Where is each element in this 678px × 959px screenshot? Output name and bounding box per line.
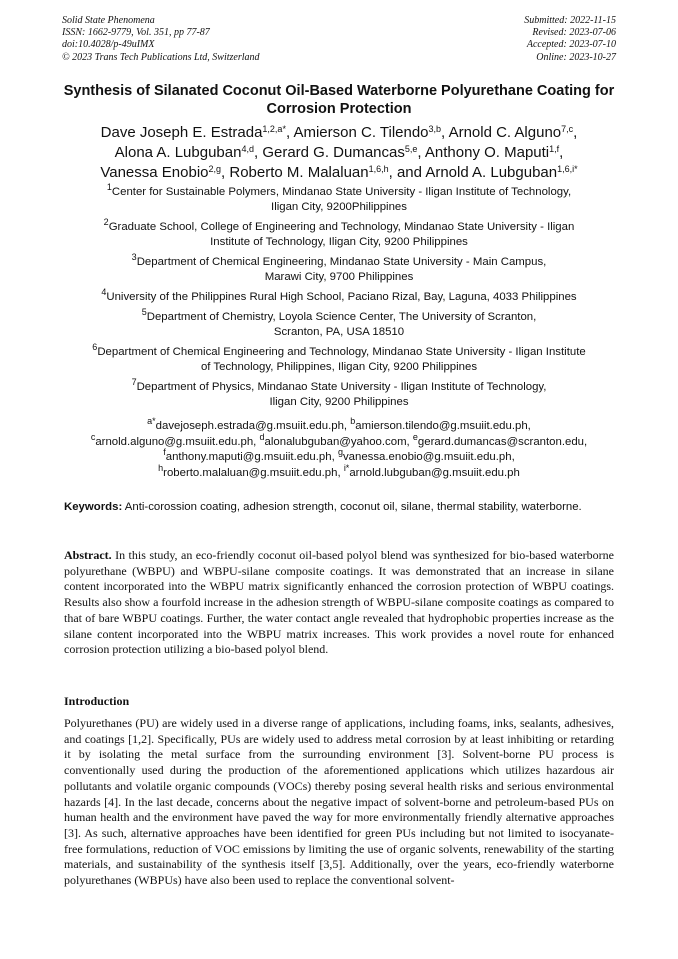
author-emails — [56, 416, 622, 481]
email-line: $^{a*}$davejoseph.estrada@g.msuiit.edu.ph, $^b$amierson.tilendo@g.msuiit.edu.ph, — [147, 416, 531, 432]
author: Vanessa Enobio$^{2,g}$ — [100, 164, 222, 181]
affiliation-2: $^2$Graduate School, College of Engineering and Technology, Mindanao State University - Iligan Institute of Technology, Iligan City, 9200 Philippines — [103, 217, 575, 248]
email-line: $^f$anthony.maputi@g.msuiit.edu.ph, $^g$vanessa.enobio@g.msuiit.edu.ph, — [163, 447, 515, 463]
author: Gerard G. Dumancas$^{5,e}$ — [262, 144, 418, 161]
keywords-section — [64, 500, 614, 516]
email-link[interactable]: davejoseph.estrada@g.msuiit.edu.ph, — [155, 420, 348, 432]
email-link[interactable]: vanessa.enobio@g.msuiit.edu.ph, — [342, 451, 515, 463]
author: Alona A. Lubguban$^{4,d}$ — [114, 144, 254, 161]
keywords-label: Keywords: — [64, 501, 123, 513]
journal-info — [62, 15, 260, 64]
abstract-section — [64, 548, 614, 658]
doi-line: doi:10.4028/p-49uIMX — [62, 39, 155, 51]
author: Dave Joseph E. Estrada$^{1,2,a*}$ — [100, 124, 286, 141]
email-link[interactable]: arnold.alguno@g.msuiit.edu.ph, — [95, 435, 257, 448]
affiliation-4: $^4$University of the Philippines Rural High School, Paciano Rizal, Bay, Laguna, 4033 Philippines — [101, 287, 577, 303]
introduction-heading: Introduction — [64, 694, 130, 708]
submitted-date: Submitted: 2022-11-15 — [524, 15, 616, 26]
accepted-date: Accepted: 2023-07-10 — [526, 39, 616, 51]
copyright-line: © 2023 Trans Tech Publications Ltd, Switzerland — [62, 51, 260, 63]
email-link[interactable]: gerard.dumancas@scranton.edu, — [417, 435, 588, 448]
abstract-label: Abstract. — [64, 548, 112, 562]
author: Amierson C. Tilendo$^{3,b}$ — [293, 124, 442, 141]
affiliations — [56, 182, 622, 415]
author-list: Dave Joseph E. Estrada$^{1,2,a*}$, Amierson C. Tilendo$^{3,b}$, Arnold C. Alguno$^{7,c}$, Alona A. Lubguban$^{4,d}$, Gerard G. Dumancas$^{5,e}$, Anthony O. Maputi$^{1,f}$, Vanessa Enobio$^{2,g}$, Roberto M. Malaluan$^{1,6,h}$, and Arnold A. Lubguban$^{1,6,i*}$ — [100, 124, 578, 181]
affiliation-1: $^1$Center for Sustainable Polymers, Mindanao State University - Iligan Institute of Technology, Iligan City, 9200Philippines — [106, 182, 572, 213]
abstract-text: In this study, an eco-friendly coconut oil-based polyol blend was synthesized for bio-based waterborne polyurethane (WBPU) and WBPU-silane composite coatings. It was demonstrated that an increase in silane content incorporated into the WBPU matrix significantly enhanced the corrosion protection of WBPU coatings. Results also show a fourfold increase in the adhesion strength of WBPU-silane composite coatings as compared to that of bare WBPU coatings. Further, the water contact angle revealed that hydrophobic properties increase as the silane content incorporated into the WBPU matrix increases. This work provides a novel route for enhanced corrosion protection utilizing a bio-based polyol blend. — [64, 548, 614, 657]
email-line: $^h$roberto.malaluan@g.msuiit.edu.ph, $^{i*}$arnold.lubguban@g.msuiit.edu.ph — [158, 462, 520, 479]
online-date: Online: 2023-10-27 — [536, 51, 616, 63]
email-link[interactable]: alonalubguban@yahoo.com, — [264, 435, 410, 448]
author: Arnold A. Lubguban$^{1,6,i*}$ — [425, 164, 578, 181]
author: Roberto M. Malaluan$^{1,6,h}$ — [229, 164, 389, 181]
email-link[interactable]: amierson.tilendo@g.msuiit.edu.ph, — [355, 420, 531, 432]
author: Arnold C. Alguno$^{7,c}$ — [448, 124, 574, 141]
revised-date: Revised: 2023-07-06 — [532, 27, 616, 39]
journal-name: Solid State Phenomena — [62, 15, 155, 26]
email-line: $^c$arnold.alguno@g.msuiit.edu.ph, $^d$alonalubguban@yahoo.com, $^e$gerard.dumancas@scranton.edu, — [90, 431, 588, 448]
journal-header — [62, 15, 616, 64]
affiliation-7: $^7$Department of Physics, Mindanao State University - Iligan Institute of Technology, Iligan City, 9200 Philippines — [131, 377, 547, 408]
email-link[interactable]: anthony.maputi@g.msuiit.edu.ph, — [165, 451, 335, 463]
affiliation-5: $^5$Department of Chemistry, Loyola Science Center, The University of Scranton, Scranton, PA, USA 18510 — [141, 307, 537, 338]
paper-title: Synthesis of Silanated Coconut Oil-Based Waterborne Polyurethane Coating for Corrosion Protection — [63, 83, 615, 117]
author: Anthony O. Maputi$^{1,f}$ — [424, 144, 560, 161]
affiliation-3: $^3$Department of Chemical Engineering, Mindanao State University - Main Campus, Marawi City, 9700 Philippines — [131, 252, 547, 283]
publication-dates — [524, 15, 616, 64]
email-link[interactable]: arnold.lubguban@g.msuiit.edu.ph — [349, 466, 520, 479]
keywords-text: Anti-corossion coating, adhesion strength, coconut oil, silane, thermal stability, waterborne. — [124, 501, 582, 513]
introduction-text: Polyurethanes (PU) are widely used in a diverse range of applications, including foams, inks, sealants, adhesives, and coatings [1,2]. Specifically, PUs are widely used to address metal corrosion by at least inhibiting or retarding it by isolating the metal surface from the surrounding environment [3]. Solvent-borne PU process is conventionally used during the production of the aforementioned applications which utilizes hazardous air pollutants and volatile organic compounds (VOCs) thereby posing several health risks and serious environmental hazards [4]. In the last decade, concerns about the negative impact of solvent-borne and petroleum-based PUs on human health and the environment have paved the way for more environmentally friendly alternative approaches [3]. As such, alternative approaches have been identified for green PUs including but not limited to isocyanate-free formulations, reduction of VOC emissions by limiting the use of organic solvents, renewability of the starting materials, and sustainability of the synthesis itself [3,5]. Additionally, over the years, eco-friendly waterborne polyurethanes (WBPUs) have also been used to replace the conventional solvent- — [64, 716, 614, 888]
affiliation-6: $^6$Department of Chemical Engineering and Technology, Mindanao State University - Iligan Institute of Technology, Philippines, Iligan City, 9200 Philippines — [92, 342, 586, 373]
email-link[interactable]: roberto.malaluan@g.msuiit.edu.ph, — [163, 466, 341, 479]
issn-line: ISSN: 1662-9779, Vol. 351, pp 77-87 — [62, 27, 210, 39]
